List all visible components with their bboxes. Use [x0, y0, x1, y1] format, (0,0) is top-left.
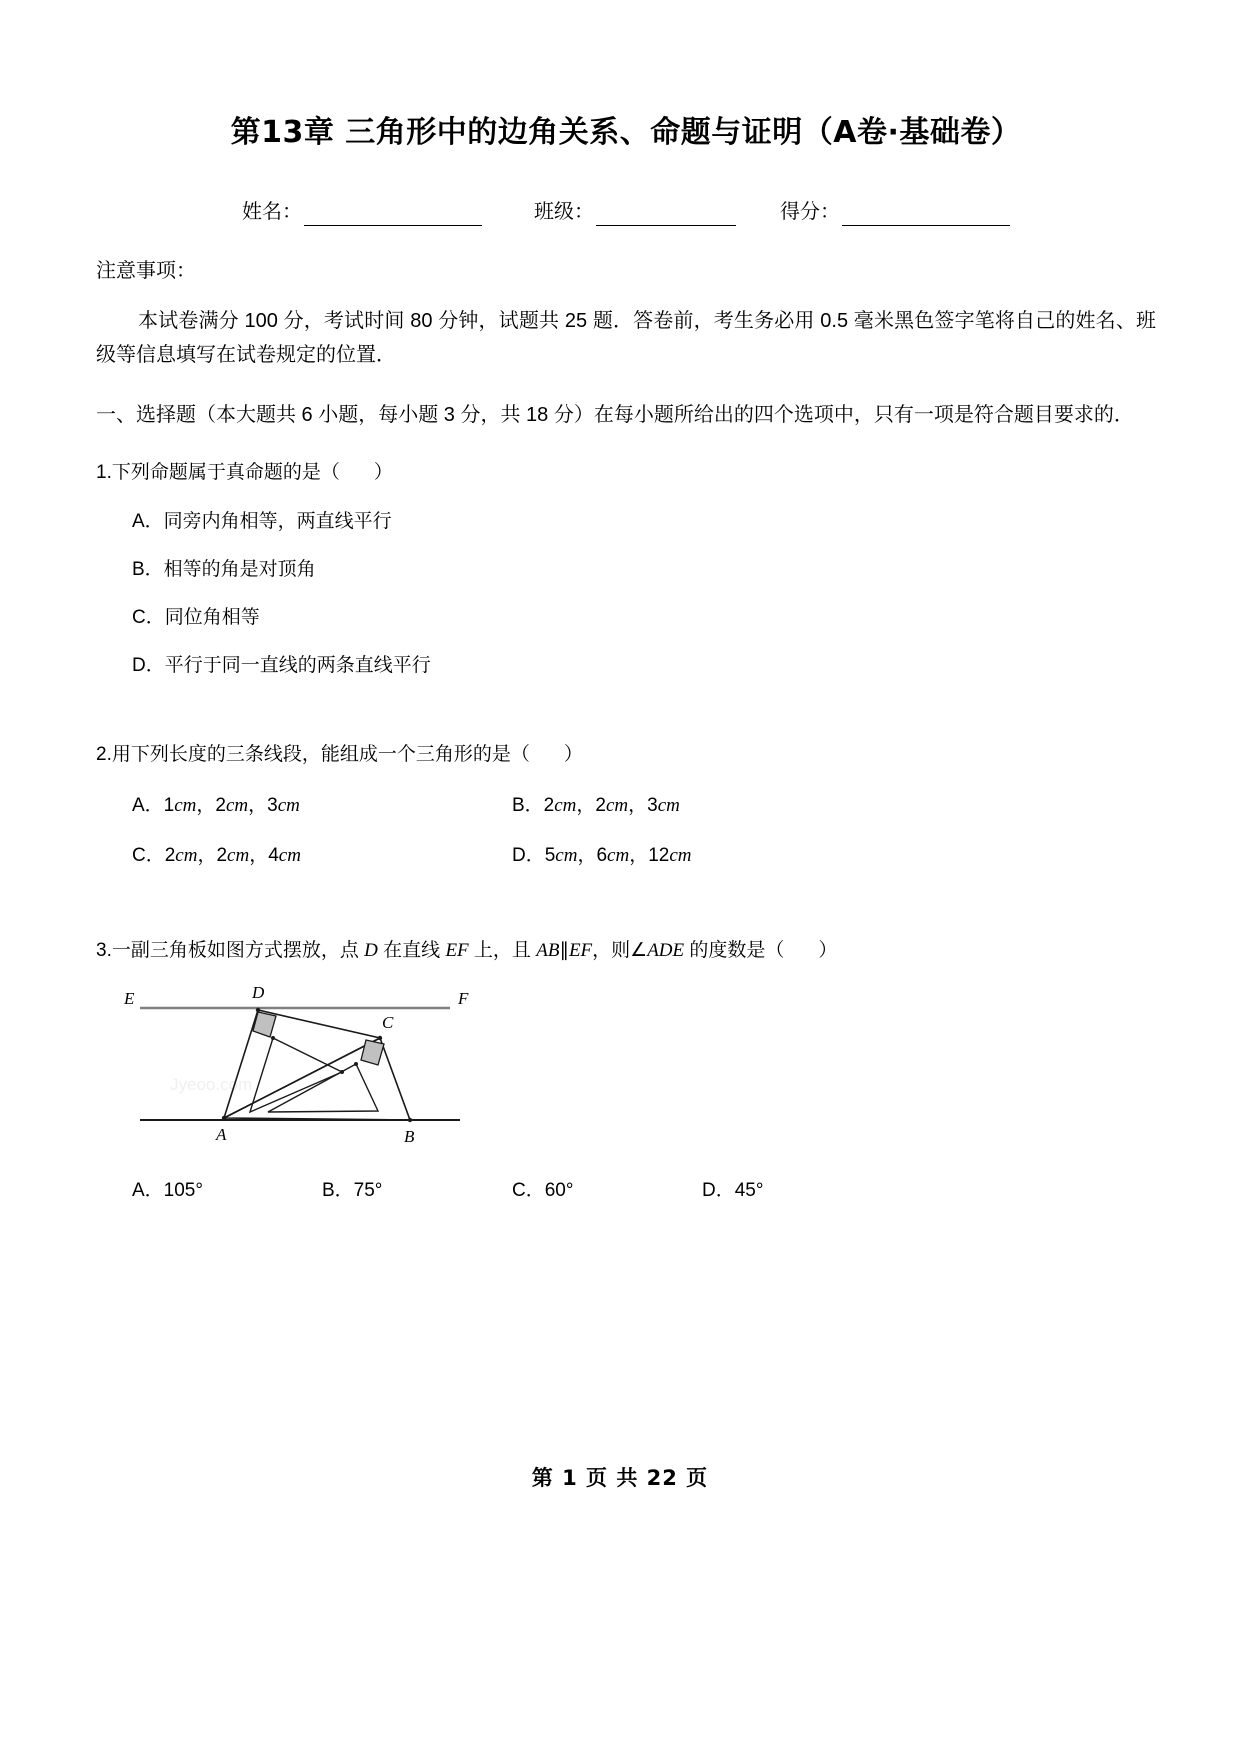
question-1-number: 1. — [96, 462, 112, 483]
question-2-options-row-1 — [132, 792, 1156, 820]
page-content — [96, 0, 1156, 1205]
q3-point-d: D — [364, 940, 378, 961]
figure-label-a: A — [216, 1125, 227, 1144]
figure-vertex-a — [222, 1116, 226, 1120]
question-3-option-c[interactable]: C．60° — [512, 1180, 574, 1201]
class-label: 班级： — [534, 201, 594, 223]
q3-part-2: 在直线 — [377, 940, 446, 961]
figure-vertex-b — [408, 1118, 412, 1122]
opt-c-unit-1: cm — [175, 845, 198, 866]
q3-seg-ab: AB — [536, 940, 560, 961]
name-field — [242, 198, 482, 226]
figure-inner-dot-2 — [340, 1070, 344, 1074]
opt-d-val-2: ，6 — [577, 845, 608, 866]
page-footer: 第 1 页 共 22 页 — [531, 1466, 709, 1490]
opt-c-unit-2: cm — [227, 845, 250, 866]
figure-watermark: Jyeoo.com — [170, 1075, 253, 1094]
opt-c-val-2: ，2 — [197, 845, 228, 866]
class-field — [534, 198, 736, 226]
notice-text: 本试卷满分 100 分，考试时间 80 分钟，试题共 25 题．答卷前，考生务必用 0.5 毫米黑色签字笔将自己的姓名、班级等信息填写在试卷规定的位置． — [96, 310, 1156, 366]
question-2-number: 2. — [96, 744, 112, 765]
q3-part-6: 的度数是（ — [684, 940, 785, 961]
question-2-paren-close: ） — [563, 744, 583, 765]
figure-inner-dot-1 — [271, 1036, 275, 1040]
question-1-paren-close: ） — [373, 462, 393, 483]
section-heading-choice: 一、选择题（本大题共 6 小题，每小题 3 分，共 18 分）在每小题所给出的四个选项中，只有一项是符合题目要求的． — [96, 404, 1134, 426]
score-blank[interactable] — [842, 203, 1010, 226]
opt-a-unit-3: cm — [277, 795, 300, 816]
figure-right-angle-marker-d — [253, 1012, 276, 1037]
question-3-option-a[interactable]: A．105° — [132, 1180, 203, 1201]
question-2-stem — [96, 740, 1156, 770]
notice-heading: 注意事项： — [96, 260, 196, 282]
q3-parallel-symbol: ∥ — [559, 940, 569, 961]
question-3-option-b[interactable]: B．75° — [322, 1180, 383, 1201]
figure-inner-dot-3 — [354, 1062, 358, 1066]
opt-a-val-3: ，3 — [248, 795, 278, 816]
figure-label-d: D — [252, 983, 265, 1002]
question-2-text: 用下列长度的三条线段，能组成一个三角形的是（ — [111, 744, 530, 765]
question-3-options — [132, 1177, 1156, 1205]
q3-part-5: ，则∠ — [592, 940, 648, 961]
question-1-text: 下列命题属于真命题的是（ — [111, 462, 340, 483]
q3-part-1: 一副三角板如图方式摆放，点 — [111, 940, 365, 961]
q3-angle-ade: ADE — [647, 940, 685, 961]
page-title: 第13章 三角形中的边角关系、命题与证明（A卷·基础卷） — [230, 115, 1022, 150]
opt-d-unit-1: cm — [555, 845, 578, 866]
question-3-figure — [110, 980, 530, 1155]
question-1-options — [96, 508, 1156, 680]
question-1-option-c[interactable]: C．同位角相等 — [132, 607, 260, 628]
figure-vertex-c — [378, 1036, 382, 1040]
score-field — [780, 198, 1010, 226]
opt-b-label: B．2 — [512, 795, 555, 816]
question-3-option-d[interactable]: D．45° — [702, 1180, 764, 1201]
name-blank[interactable] — [304, 203, 482, 226]
opt-d-unit-3: cm — [669, 845, 692, 866]
question-2-options-row-2 — [132, 842, 1156, 870]
class-blank[interactable] — [596, 203, 736, 226]
opt-c-unit-3: cm — [278, 845, 301, 866]
question-2-option-b[interactable] — [512, 792, 892, 820]
opt-c-val-3: ，4 — [249, 845, 279, 866]
question-2-option-d[interactable] — [512, 842, 892, 870]
question-2-option-a[interactable] — [132, 792, 512, 820]
question-1-option-a[interactable]: A．同旁内角相等，两直线平行 — [132, 511, 392, 532]
opt-d-val-3: ，12 — [629, 845, 670, 866]
question-1-stem — [96, 458, 1156, 488]
question-1-option-b[interactable]: B．相等的角是对顶角 — [132, 559, 316, 580]
score-label: 得分： — [780, 201, 840, 223]
question-2-option-c[interactable] — [132, 842, 512, 870]
question-3-stem — [96, 936, 1156, 966]
opt-c-label: C．2 — [132, 845, 176, 866]
q3-line-ef-2: EF — [568, 940, 593, 961]
figure-label-f: F — [458, 989, 469, 1008]
opt-a-val-2: ，2 — [196, 795, 226, 816]
opt-d-label: D．5 — [512, 845, 556, 866]
figure-label-b: B — [404, 1127, 415, 1146]
q3-part-3: 上，且 — [468, 940, 537, 961]
figure-label-e: E — [124, 989, 135, 1008]
identity-row — [96, 198, 1156, 226]
opt-a-label: A．1 — [132, 795, 175, 816]
name-label: 姓名： — [242, 201, 302, 223]
q3-line-ef: EF — [445, 940, 469, 961]
opt-d-unit-2: cm — [607, 845, 630, 866]
figure-inner-triangle-2 — [268, 1064, 378, 1112]
figure-inner-triangle-1 — [250, 1038, 342, 1112]
opt-b-unit-3: cm — [657, 795, 680, 816]
opt-b-val-2: ，2 — [576, 795, 606, 816]
figure-vertex-d — [256, 1008, 260, 1012]
opt-a-unit-2: cm — [225, 795, 249, 816]
question-3-paren-close: ） — [818, 940, 838, 961]
figure-label-c: C — [382, 1013, 394, 1032]
opt-b-val-3: ，3 — [628, 795, 658, 816]
question-3-number: 3. — [96, 940, 112, 961]
opt-b-unit-2: cm — [605, 795, 629, 816]
opt-b-unit-1: cm — [554, 795, 577, 816]
opt-a-unit-1: cm — [174, 795, 197, 816]
figure-right-angle-marker-c — [361, 1040, 384, 1065]
question-1-option-d[interactable]: D．平行于同一直线的两条直线平行 — [132, 655, 431, 676]
